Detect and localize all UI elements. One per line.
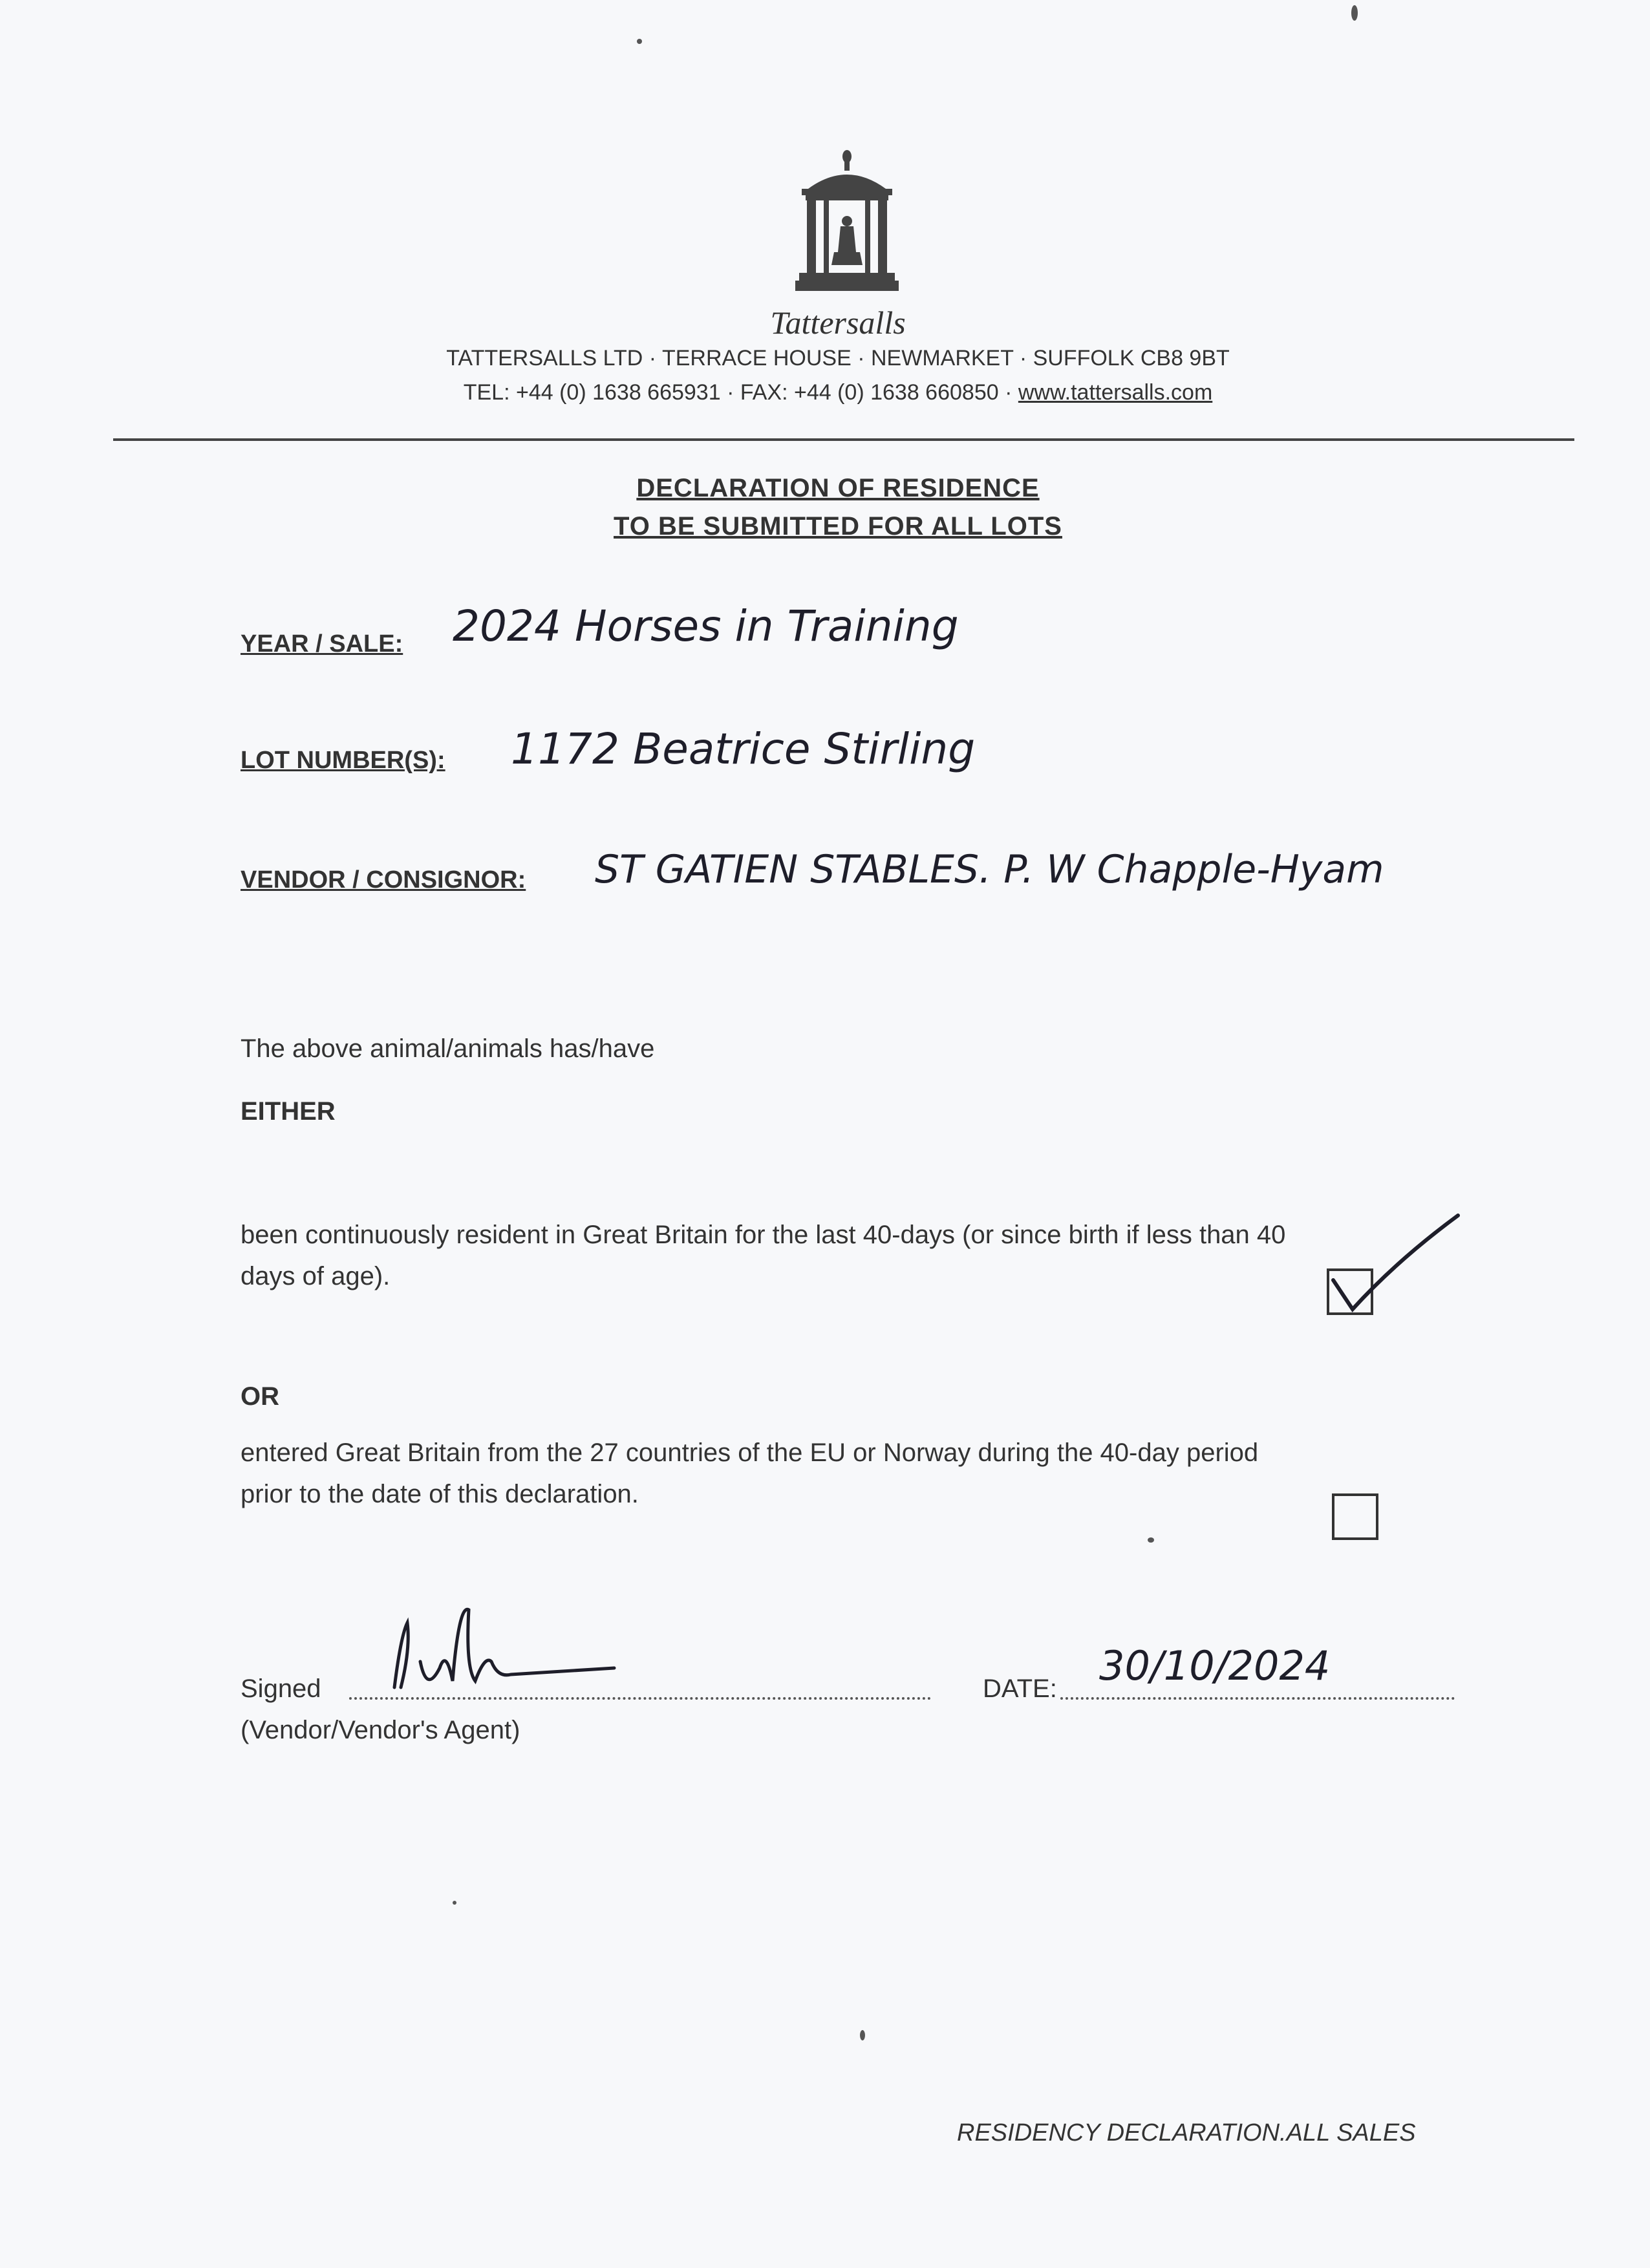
option2-checkbox[interactable] bbox=[1332, 1493, 1378, 1540]
scan-speck bbox=[1148, 1537, 1154, 1543]
header-divider bbox=[113, 438, 1574, 441]
date-field[interactable]: 30/10/2024 bbox=[1099, 1642, 1331, 1689]
scan-speck bbox=[637, 39, 642, 44]
lot-number-field[interactable]: 1172 Beatrice Stirling bbox=[511, 724, 976, 774]
form-title: DECLARATION OF RESIDENCE bbox=[636, 474, 1040, 502]
option2-line1: entered Great Britain from the 27 countries of the EU or Norway during the 40-day period bbox=[241, 1439, 1259, 1467]
signer-role: (Vendor/Vendor's Agent) bbox=[241, 1716, 520, 1744]
handwritten-signature bbox=[381, 1597, 627, 1707]
year-sale-label: YEAR / SALE: bbox=[241, 630, 403, 658]
brand-name: Tattersalls bbox=[770, 305, 906, 341]
either-heading: EITHER bbox=[241, 1097, 336, 1126]
scan-speck bbox=[453, 1901, 456, 1905]
option1-line1: been continuously resident in Great Britain for the last 40-days (or since birth if less than 40 bbox=[241, 1221, 1286, 1249]
contact-numbers: TEL: +44 (0) 1638 665931 · FAX: +44 (0) 1638 660850 · bbox=[463, 380, 1018, 405]
company-contact bbox=[0, 380, 1650, 405]
form-subtitle: TO BE SUBMITTED FOR ALL LOTS bbox=[614, 512, 1062, 540]
checkmark-icon bbox=[1319, 1203, 1474, 1325]
vendor-label: VENDOR / CONSIGNOR: bbox=[241, 866, 526, 893]
tattersalls-logo bbox=[795, 149, 899, 297]
lot-number-label: LOT NUMBER(S): bbox=[241, 747, 445, 774]
form-footer: RESIDENCY DECLARATION.ALL SALES bbox=[957, 2119, 1416, 2146]
scan-speck bbox=[1351, 5, 1358, 21]
or-heading: OR bbox=[241, 1382, 279, 1411]
date-label: DATE: bbox=[983, 1674, 1057, 1703]
website-link[interactable]: www.tattersalls.com bbox=[1018, 380, 1213, 405]
intro-text: The above animal/animals has/have bbox=[241, 1034, 655, 1063]
option2-line2: prior to the date of this declaration. bbox=[241, 1480, 639, 1508]
vendor-field[interactable]: ST GATIEN STABLES. P. W Chapple-Hyam bbox=[595, 847, 1384, 892]
company-address: TATTERSALLS LTD · TERRACE HOUSE · NEWMARKET · SUFFOLK CB8 9BT bbox=[446, 346, 1230, 370]
date-line bbox=[1060, 1697, 1455, 1700]
signed-label: Signed bbox=[241, 1674, 321, 1703]
option1-line2: days of age). bbox=[241, 1262, 391, 1290]
year-sale-field[interactable]: 2024 Horses in Training bbox=[453, 601, 959, 651]
scan-speck bbox=[860, 2030, 865, 2040]
